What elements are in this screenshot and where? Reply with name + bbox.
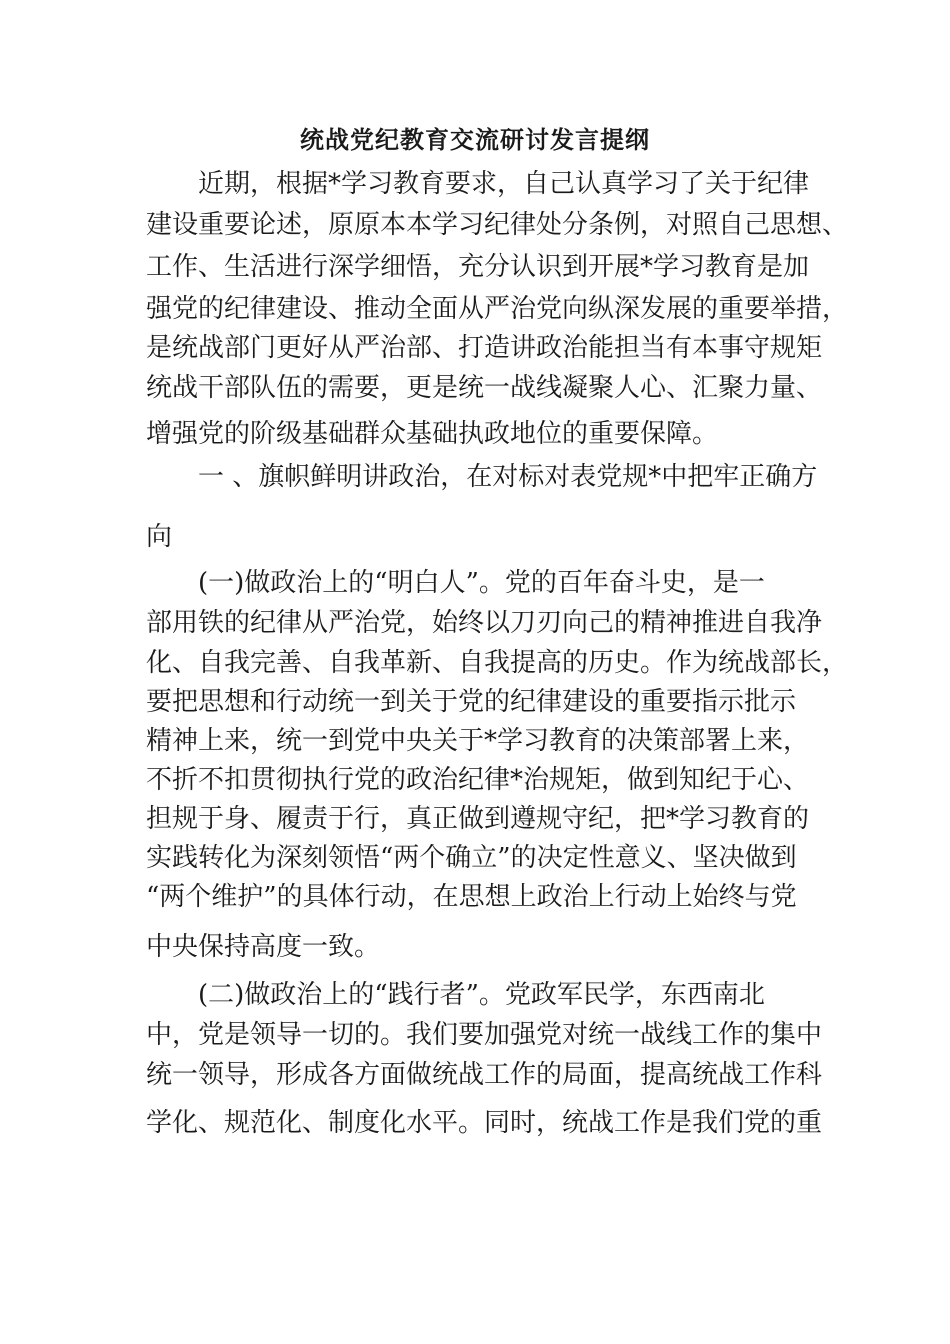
- body-line: 学化、规范化、制度化水平。同时，统战工作是我们党的重: [146, 1108, 823, 1138]
- body-line: 工作、生活进行深学细悟，充分认识到开展*学习教育是加: [146, 252, 810, 282]
- section-heading-line: 一 、旗帜鲜明讲政治，在对标对表党规*中把牢正确方: [146, 462, 818, 492]
- section-heading-line: 向: [146, 522, 173, 552]
- body-line: (一)做政治上的“明白人”。党的百年奋斗史，是一: [146, 568, 765, 598]
- body-line: 要把思想和行动统一到关于党的纪律建设的重要指示批示: [146, 687, 797, 717]
- body-line: 强党的纪律建设、推动全面从严治党向纵深发展的重要举措，: [146, 294, 849, 324]
- body-line: (二)做政治上的“践行者”。党政军民学，东西南北: [146, 980, 765, 1010]
- body-line: 统战干部队伍的需要，更是统一战线凝聚人心、汇聚力量、: [146, 373, 823, 403]
- body-line: 化、自我完善、自我革新、自我提高的历史。作为统战部长，: [146, 648, 849, 678]
- body-line: 中，党是领导一切的。我们要加强党对统一战线工作的集中: [146, 1020, 823, 1050]
- body-line: 近期，根据*学习教育要求，自己认真学习了关于纪律: [146, 169, 810, 199]
- body-line: 统一领导，形成各方面做统战工作的局面，提高统战工作科: [146, 1060, 823, 1090]
- body-line: 建设重要论述，原原本本学习纪律处分条例，对照自己思想、: [146, 210, 849, 240]
- body-line: 不折不扣贯彻执行党的政治纪律*治规矩，做到知纪于心、: [146, 765, 810, 795]
- body-line: 部用铁的纪律从严治党，始终以刀刃向己的精神推进自我净: [146, 608, 823, 638]
- document-title: 统战党纪教育交流研讨发言提纲: [300, 125, 650, 154]
- body-line: 担规于身、履责于行，真正做到遵规守纪，把*学习教育的: [146, 804, 810, 834]
- body-line: “两个维护”的具体行动，在思想上政治上行动上始终与党: [146, 882, 797, 912]
- body-line: 增强党的阶级基础群众基础执政地位的重要保障。: [146, 419, 719, 449]
- body-line: 中央保持高度一致。: [146, 932, 381, 962]
- body-line: 实践转化为深刻领悟“两个确立”的决定性意义、坚决做到: [146, 843, 797, 873]
- body-line: 精神上来，统一到党中央关于*学习教育的决策部署上来，: [146, 726, 810, 756]
- body-line: 是统战部门更好从严治部、打造讲政治能担当有本事守规矩: [146, 333, 823, 363]
